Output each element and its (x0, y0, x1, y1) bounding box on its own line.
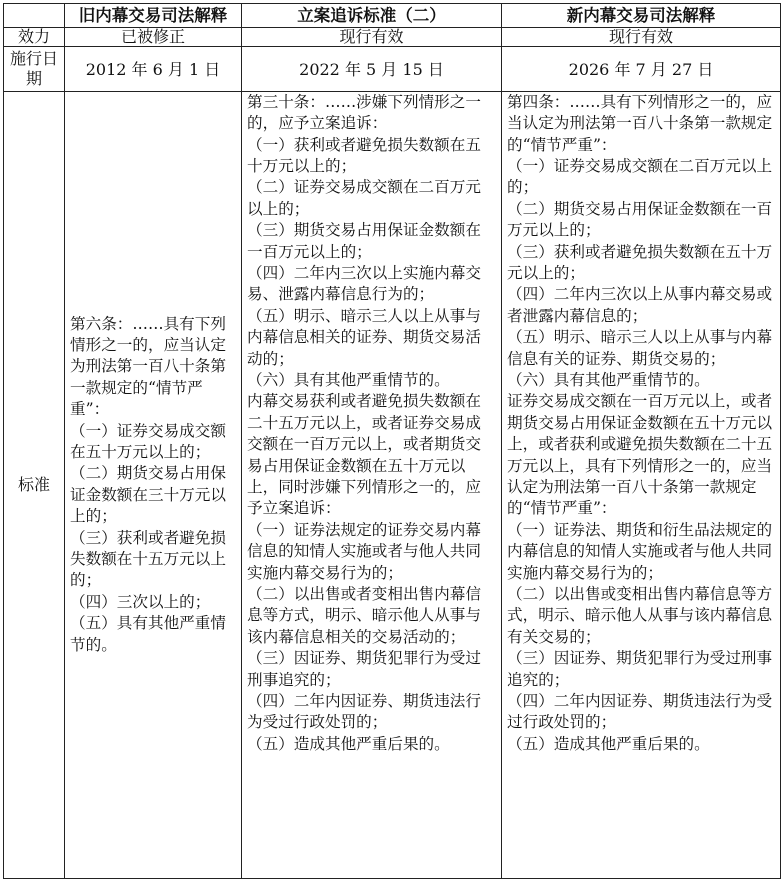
criteria-standard-cell (242, 91, 502, 878)
status-standard: 现行有效 (242, 27, 502, 46)
header-filing-standard: 立案追诉标准（二） (242, 4, 502, 28)
criteria-new-cell (502, 91, 781, 878)
criteria-standard-text: 第三十条：……涉嫌下列情形之一的，应予立案追诉： （一）获利或者避免损失数额在五十万元以上的； （二）证券交易成交额在二百万元以上的； （三）期货交易占用保证金数额在一百万元以上的； （四）二年内三次以上实施内幕交易、泄露内幕信息行为的； （五）明示、暗示三人以上从事与内幕信息相关的证券、期货交易活动的； （六）具有其他严重情节的。 内幕交易获利或者避免损失数额在二十五万元以上，或者证券交易成交额在一百万元以上，或者期货交易占用保证金数额在五十万元以上，同时涉嫌下列情形之一的，应予立案追诉： （一）证券法规定的证券交易内幕信息的知情人实施或者与他人共同实施内幕交易行为的； （二）以出售或者变相出售内幕信息等方式，明示、暗示他人从事与该内幕信息相关的交易活动的； （三）因证券、期货犯罪行为受过刑事追究的； （四）二年内因证券、期货违法行为受过行政处罚的； （五）造成其他严重后果的。 (247, 92, 481, 753)
header-old-interpretation: 旧内幕交易司法解释 (65, 4, 242, 28)
effective-date-standard: 2022 年 5 月 15 日 (242, 46, 502, 91)
effective-date-row (4, 46, 781, 91)
status-row (4, 27, 781, 46)
header-blank-cell (4, 4, 65, 28)
status-old: 已被修正 (65, 27, 242, 46)
effective-date-new: 2026 年 7 月 27 日 (502, 46, 781, 91)
effective-date-old: 2012 年 6 月 1 日 (65, 46, 242, 91)
status-label: 效力 (4, 27, 65, 46)
effective-date-label: 施行日期 (4, 46, 65, 91)
criteria-row (4, 91, 781, 878)
criteria-old-cell (65, 91, 242, 878)
criteria-old-text: 第六条：……具有下列情形之一的，应当认定为刑法第一百八十条第一款规定的“情节严重”： （一）证券交易成交额在五十万元以上的； （二）期货交易占用保证金数额在三十万元以上的； （三）获利或者避免损失数额在十五万元以上的； （四）三次以上的； （五）具有其他严重情节的。 (70, 314, 226, 654)
header-row (4, 4, 781, 28)
header-new-interpretation: 新内幕交易司法解释 (502, 4, 781, 28)
status-new: 现行有效 (502, 27, 781, 46)
criteria-label: 标准 (4, 91, 65, 878)
criteria-new-text: 第四条：……具有下列情形之一的，应当认定为刑法第一百八十条第一款规定的“情节严重”： （一）证券交易成交额在二百万元以上的； （二）期货交易占用保证金数额在一百万元以上的； （三）获利或者避免损失数额在五十万元以上的； （四）二年内三次以上从事内幕交易或者泄露内幕信息的； （五）明示、暗示三人以上从事与内幕信息有关的证券、期货交易的； （六）具有其他严重情节的。 证券交易成交额在一百万元以上，或者期货交易占用保证金数额在五十万元以上，或者获利或避免损失数额在二十五万元以上，具有下列情形之一的，应当认定为刑法第一百八十条第一款规定的“情节严重”： （一）证券法、期货和衍生品法规定的内幕信息的知情人实施或者与他人共同实施内幕交易行为的； （二）以出售或变相出售内幕信息等方式，明示、暗示他人从事与该内幕信息有关交易的； （三）因证券、期货犯罪行为受过刑事追究的； （四）二年内因证券、期货违法行为受过行政处罚的； （五）造成其他严重后果的。 (507, 92, 773, 753)
comparison-table (3, 3, 781, 879)
